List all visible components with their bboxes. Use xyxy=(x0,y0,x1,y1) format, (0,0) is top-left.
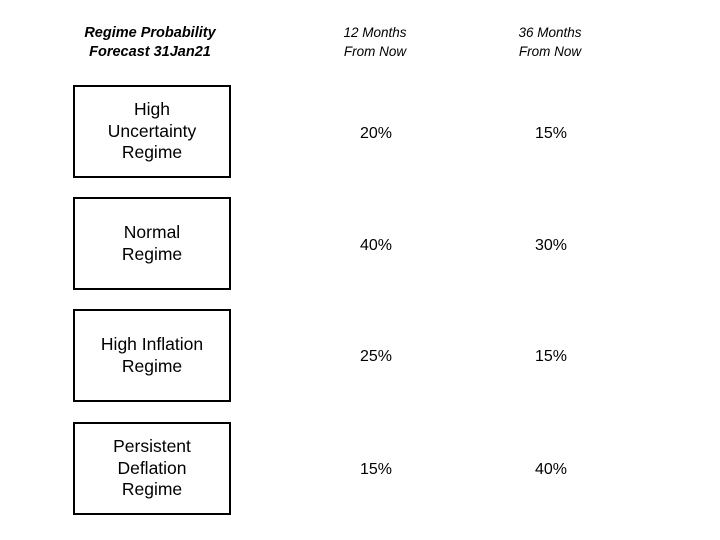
regime-label: High Inflation Regime xyxy=(100,334,204,376)
column-header-36-months-line2: From Now xyxy=(518,44,582,59)
regime-label: Normal Regime xyxy=(121,222,183,264)
column-header-12-months-line2: From Now xyxy=(343,44,407,59)
regime-box-normal xyxy=(73,197,231,290)
regime-box-persistent-deflation xyxy=(73,422,231,515)
column-header-36-months-line1: 36 Months xyxy=(518,25,582,40)
probability-36-months: 15% xyxy=(534,348,568,365)
column-header-12-months-line1: 12 Months xyxy=(343,25,407,40)
regime-box-high-uncertainty xyxy=(73,85,231,178)
probability-12-months: 25% xyxy=(359,348,393,365)
forecast-title-line2: Forecast 31Jan21 xyxy=(89,44,211,60)
regime-label: High Uncertainty Regime xyxy=(107,99,197,163)
probability-36-months: 30% xyxy=(534,237,568,254)
forecast-title-line1: Regime Probability xyxy=(84,25,216,41)
column-header-12-months xyxy=(315,23,435,61)
column-header-36-months xyxy=(490,23,610,61)
probability-12-months: 15% xyxy=(359,461,393,478)
probability-12-months: 20% xyxy=(359,125,393,142)
regime-label: Persistent Deflation Regime xyxy=(113,436,191,500)
probability-36-months: 15% xyxy=(534,125,568,142)
probability-36-months: 40% xyxy=(534,461,568,478)
forecast-title xyxy=(60,24,240,62)
probability-12-months: 40% xyxy=(359,237,393,254)
regime-box-high-inflation xyxy=(73,309,231,402)
